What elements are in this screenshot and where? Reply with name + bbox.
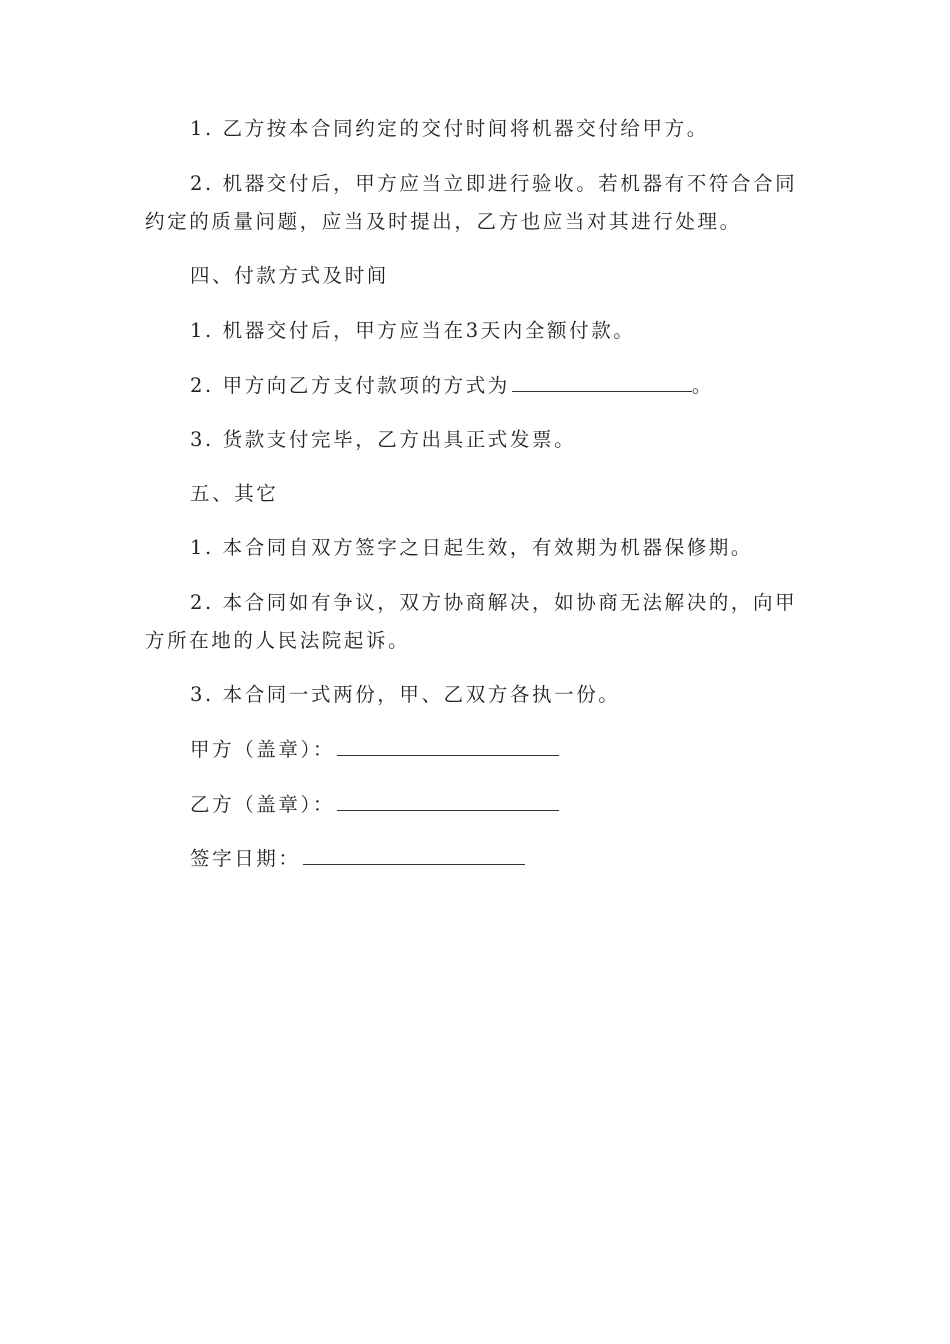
clause-4-2 <box>190 373 850 398</box>
section-heading-4 <box>190 264 850 288</box>
clause-5-2-line-2 <box>145 629 805 653</box>
clause-text: 3. 货款支付完毕，乙方出具正式发票。 <box>190 428 577 451</box>
heading-text: 四、付款方式及时间 <box>190 264 389 287</box>
clause-3-2-line-2 <box>145 210 805 234</box>
heading-text: 五、其它 <box>190 482 279 505</box>
signature-date <box>190 846 850 871</box>
clause-text: 2. 本合同如有争议，双方协商解决，如协商无法解决的，向甲 <box>190 591 798 614</box>
signature-label: 签字日期： <box>190 847 301 870</box>
payment-method-blank[interactable] <box>512 373 692 392</box>
clause-3-1 <box>190 117 850 141</box>
clause-text: 3. 本合同一式两份，甲、乙双方各执一份。 <box>190 683 621 706</box>
signature-label: 乙方（盖章）： <box>190 793 335 816</box>
signature-party-a <box>190 737 850 762</box>
clause-5-3 <box>190 683 850 707</box>
signature-label: 甲方（盖章）： <box>190 738 335 761</box>
clause-3-2-line-1 <box>190 172 850 196</box>
clause-5-1 <box>190 536 850 560</box>
clause-text: 方所在地的人民法院起诉。 <box>145 629 411 652</box>
clause-text: 1. 本合同自双方签字之日起生效，有效期为机器保修期。 <box>190 536 754 559</box>
clause-text-end: 。 <box>691 374 715 397</box>
clause-4-1 <box>190 319 850 343</box>
clause-4-3 <box>190 428 850 452</box>
section-heading-5 <box>190 482 850 506</box>
clause-text: 1. 机器交付后，甲方应当在3天内全额付款。 <box>190 319 636 342</box>
party-a-signature-field[interactable] <box>337 737 559 756</box>
clause-text: 约定的质量问题，应当及时提出，乙方也应当对其进行处理。 <box>145 210 742 233</box>
signature-date-field[interactable] <box>303 846 525 865</box>
signature-party-b <box>190 792 850 817</box>
clause-5-2-line-1 <box>190 591 850 615</box>
clause-text: 1. 乙方按本合同约定的交付时间将机器交付给甲方。 <box>190 117 709 140</box>
clause-text: 2. 甲方向乙方支付款项的方式为 <box>190 374 510 397</box>
clause-text: 2. 机器交付后，甲方应当立即进行验收。若机器有不符合合同 <box>190 172 798 195</box>
party-b-signature-field[interactable] <box>337 792 559 811</box>
